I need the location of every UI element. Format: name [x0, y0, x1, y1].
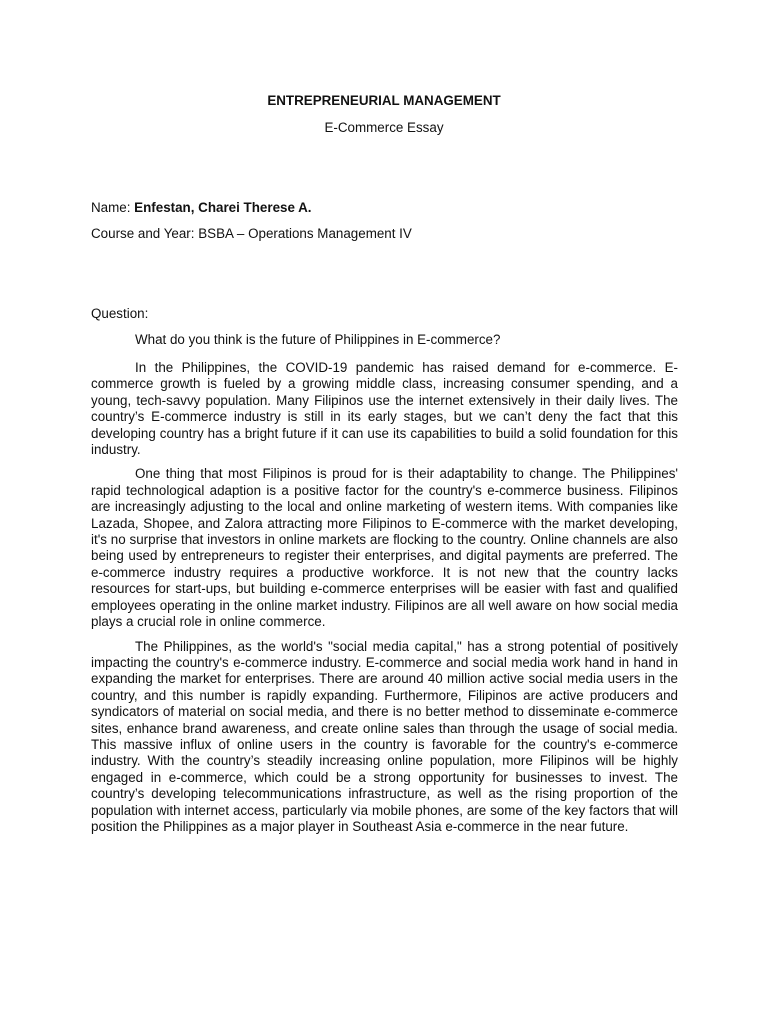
question-text: What do you think is the future of Philippines in E-commerce?: [135, 332, 501, 347]
document-subtitle: E-Commerce Essay: [324, 120, 444, 135]
name-value: Enfestan, Charei Therese A.: [134, 200, 312, 215]
question-label: Question:: [91, 306, 149, 321]
course-value: BSBA – Operations Management IV: [198, 226, 412, 241]
course-line: [91, 226, 412, 241]
name-label: Name:: [91, 200, 135, 215]
course-label: Course and Year:: [91, 226, 199, 241]
essay-body: [91, 360, 678, 843]
essay-paragraph-1: In the Philippines, the COVID-19 pandemic has raised demand for e-commerce. E-commerce growth is fueled by a growing middle class, increasing consumer spending, and a young, tech-savvy population. Many Filipinos use the internet extensively in their daily lives. The country’s E-commerce industry is still in its early stages, but we can’t deny the fact that this developing country has a bright future if it can use its capabilities to build a solid foundation for this industry.: [91, 360, 678, 458]
essay-paragraph-3: The Philippines, as the world's "social media capital," has a strong potential of positively impacting the country's e-commerce industry. E-commerce and social media work hand in hand in expanding the market for enterprises. There are around 40 million active social media users in the country, and this number is rapidly expanding. Furthermore, Filipinos are active producers and syndicators of material on social media, and there is no better method to disseminate e-commerce sites, enhance brand awareness, and create online sales than through the usage of social media. This massive influx of online users in the country is favorable for the country's e-commerce industry. With the country’s steadily increasing online population, more Filipinos will be highly engaged in e-commerce, which could be a strong opportunity for businesses to invest. The country’s developing telecommunications infrastructure, as well as the rising proportion of the population with internet access, particularly via mobile phones, are some of the key factors that will position the Philippines as a major player in Southeast Asia e-commerce in the near future.: [91, 638, 678, 834]
essay-paragraph-2: One thing that most Filipinos is proud for is their adaptability to change. The Philippines' rapid technological adaption is a positive factor for the country's e-commerce business. Filipinos are increasingly adjusting to the local and online marketing of western items. With companies like Lazada, Shopee, and Zalora attracting more Filipinos to E-commerce with the market developing, it's no surprise that investors in online markets are flocking to the country. Online channels are also being used by entrepreneurs to register their enterprises, and digital payments are preferred. The e-commerce industry requires a productive workforce. It is not new that the country lacks resources for start-ups, but building e-commerce enterprises will be easier with fast and qualified employees operating in the online market industry. Filipinos are all well aware on how social media plays a crucial role in online commerce.: [91, 466, 678, 630]
document-title: ENTREPRENEURIAL MANAGEMENT: [267, 93, 501, 108]
name-line: [91, 200, 312, 215]
